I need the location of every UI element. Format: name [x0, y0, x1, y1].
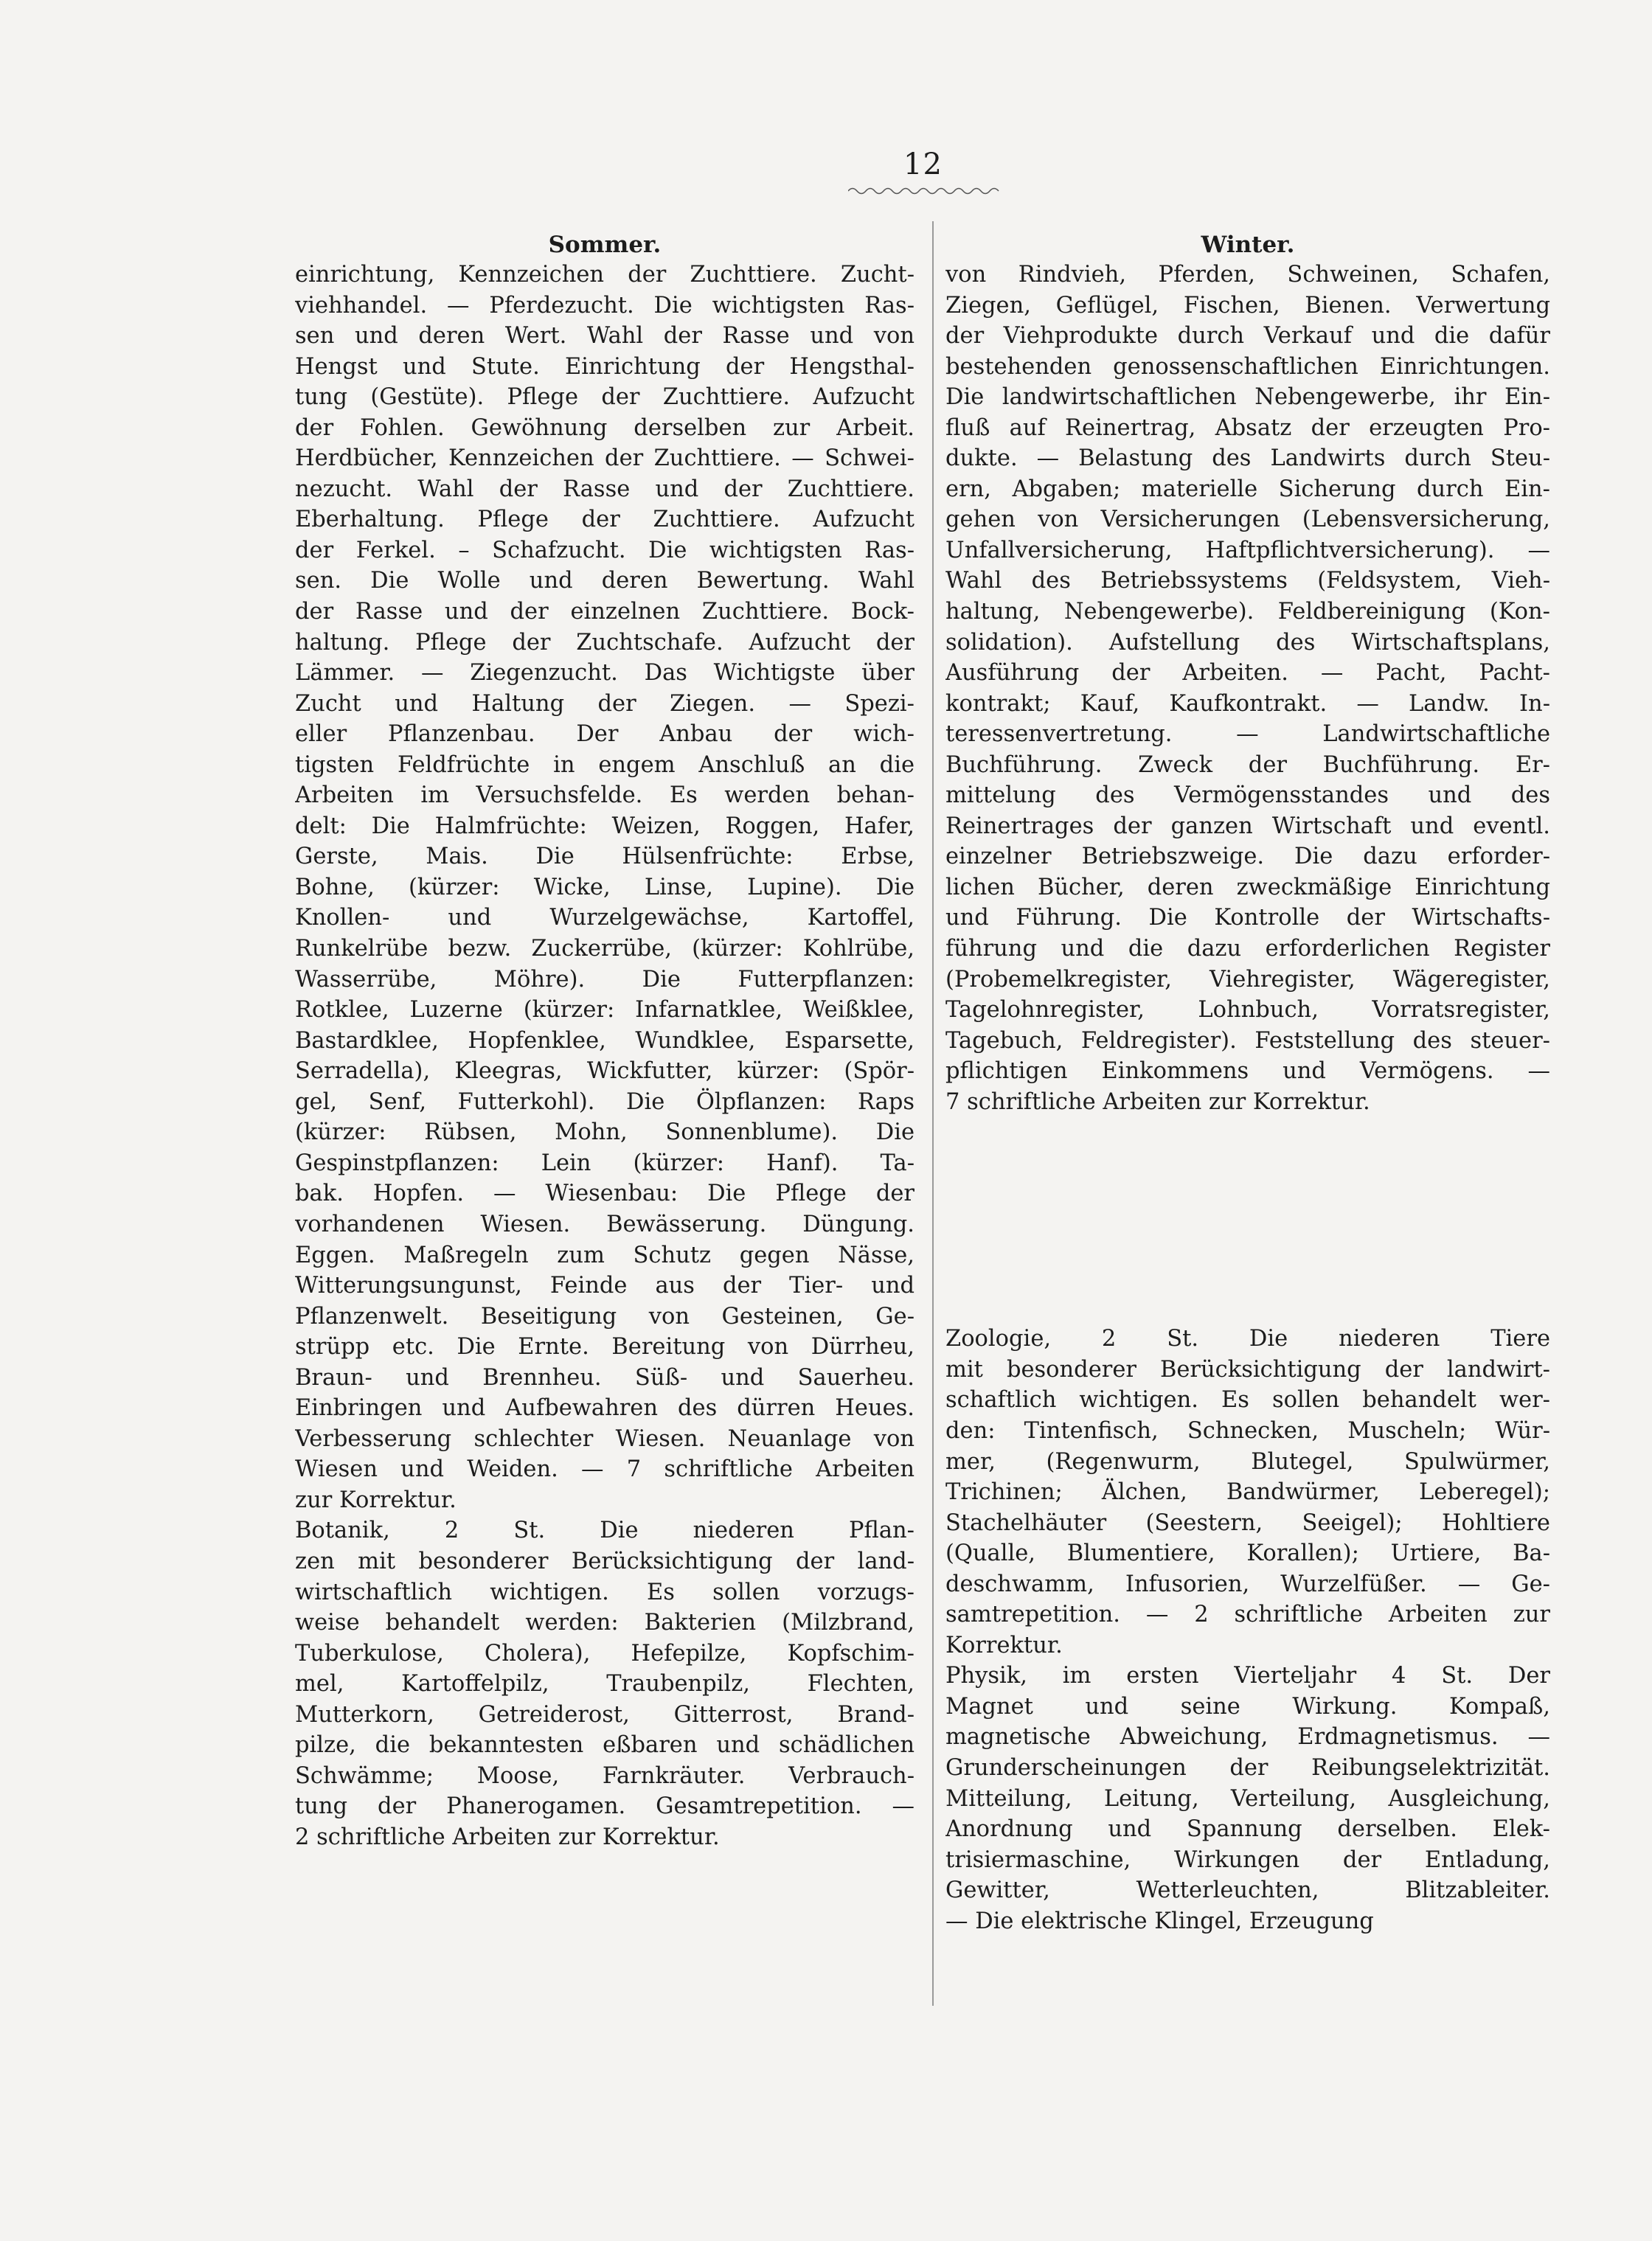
- winter-text-economics: [945, 260, 1550, 1117]
- text-line: Zoologie, 2 St. Die niederen Tiere: [945, 1326, 1550, 1352]
- text-line: dukte. — Belastung des Landwirts durch Steu-: [945, 445, 1550, 472]
- text-line: Tuberkulose, Cholera), Hefepilze, Kopfschim-: [295, 1640, 914, 1667]
- text-line: gehen von Versicherungen (Lebensversicherung,: [945, 507, 1550, 533]
- text-line: Ausführung der Arbeiten. — Pacht, Pacht-: [945, 660, 1550, 687]
- column-winter: [945, 230, 1550, 1936]
- text-line: Physik, im ersten Vierteljahr 4 St. Der: [945, 1663, 1550, 1689]
- text-line: Tagelohnregister, Lohnbuch, Vorratsregister,: [945, 997, 1550, 1024]
- text-line: schaftlich wichtigen. Es sollen behandelt wer-: [945, 1387, 1550, 1414]
- text-line: sen. Die Wolle und deren Bewertung. Wahl: [295, 568, 914, 594]
- text-line: Korrektur.: [945, 1632, 1063, 1658]
- text-line: und Führung. Die Kontrolle der Wirtschafts-: [945, 905, 1550, 931]
- text-line: Knollen- und Wurzelgewächse, Kartoffel,: [295, 905, 914, 931]
- text-line: (Qualle, Blumentiere, Korallen); Urtiere, Ba-: [945, 1540, 1550, 1567]
- text-line: Einbringen und Aufbewahren des dürren Heues.: [295, 1395, 914, 1422]
- text-line: Gerste, Mais. Die Hülsenfrüchte: Erbse,: [295, 844, 914, 870]
- text-line: der Rasse und der einzelnen Zuchttiere. Bock-: [295, 599, 914, 625]
- text-line: deschwamm, Infusorien, Wurzelfüßer. — Ge-: [945, 1571, 1550, 1597]
- text-line: (Probemelkregister, Viehregister, Wägeregister,: [945, 966, 1550, 993]
- text-line: Magnet und seine Wirkung. Kompaß,: [945, 1693, 1550, 1720]
- text-line: Runkelrübe bezw. Zuckerrübe, (kürzer: Kohlrübe,: [295, 936, 914, 962]
- text-line: Rotklee, Luzerne (kürzer: Infarnatklee, Weißklee,: [295, 997, 914, 1024]
- text-line: Die landwirtschaftlichen Nebengewerbe, ihr Ein-: [945, 384, 1550, 411]
- text-line: Botanik, 2 St. Die niederen Pflan-: [295, 1518, 914, 1544]
- text-line: kontrakt; Kauf, Kaufkontrakt. — Landw. In-: [945, 690, 1550, 717]
- text-line: von Rindvieh, Pferden, Schweinen, Schafen,: [945, 262, 1550, 288]
- text-line: eller Pflanzenbau. Der Anbau der wich-: [295, 721, 914, 748]
- text-line: Gespinstpflanzen: Lein (kürzer: Hanf). Ta-: [295, 1150, 914, 1176]
- text-line: Lämmer. — Ziegenzucht. Das Wichtigste über: [295, 660, 914, 687]
- text-line: weise behandelt werden: Bakterien (Milzbrand,: [295, 1610, 914, 1636]
- text-line: der Viehprodukte durch Verkauf und die dafür: [945, 323, 1550, 350]
- text-line: einrichtung, Kennzeichen der Zuchttiere. Zucht-: [295, 262, 914, 288]
- text-line: Grunderscheinungen der Reibungselektrizität.: [945, 1754, 1550, 1781]
- text-line: magnetische Abweichung, Erdmagnetismus. —: [945, 1724, 1550, 1751]
- text-line: vorhandenen Wiesen. Bewässerung. Düngung.: [295, 1211, 914, 1237]
- text-line: pilze, die bekanntesten eßbaren und schädlichen: [295, 1732, 914, 1759]
- column-divider: [932, 221, 934, 2006]
- text-line: delt: Die Halmfrüchte: Weizen, Roggen, Hafer,: [295, 813, 914, 839]
- text-line: — Die elektrische Klingel, Erzeugung: [945, 1908, 1374, 1934]
- text-line: mit besonderer Berücksichtigung der landwirt-: [945, 1356, 1550, 1383]
- text-line: haltung. Pflege der Zuchtschafe. Aufzucht der: [295, 629, 914, 656]
- text-line: Reinertrages der ganzen Wirtschaft und eventl.: [945, 813, 1550, 839]
- summer-text: [295, 260, 914, 1852]
- text-line: bestehenden genossenschaftlichen Einrichtungen.: [945, 353, 1550, 380]
- text-line: teressenvertretung. — Landwirtschaftliche: [945, 721, 1550, 748]
- text-line: Anordnung und Spannung derselben. Elek-: [945, 1816, 1550, 1843]
- text-line: gel, Senf, Futterkohl). Die Ölpflanzen: Raps: [295, 1088, 914, 1115]
- text-line: Eggen. Maßregeln zum Schutz gegen Nässe,: [295, 1242, 914, 1268]
- text-line: Wiesen und Weiden. — 7 schriftliche Arbeiten: [295, 1456, 914, 1483]
- text-line: den: Tintenfisch, Schnecken, Muscheln; Wür-: [945, 1417, 1550, 1444]
- text-line: tung der Phanerogamen. Gesamtrepetition. —: [295, 1793, 914, 1820]
- text-line: Trichinen; Älchen, Bandwürmer, Leberegel);: [945, 1479, 1550, 1506]
- text-line: Zucht und Haltung der Ziegen. — Spezi-: [295, 690, 914, 717]
- text-line: der Fohlen. Gewöhnung derselben zur Arbeit.: [295, 414, 914, 441]
- text-line: der Ferkel. – Schafzucht. Die wichtigsten Ras-: [295, 537, 914, 563]
- text-line: (kürzer: Rübsen, Mohn, Sonnenblume). Die: [295, 1119, 914, 1146]
- text-line: mittelung des Vermögensstandes und des: [945, 782, 1550, 809]
- text-line: solidation). Aufstellung des Wirtschaftsplans,: [945, 629, 1550, 656]
- text-line: haltung, Nebengewerbe). Feldbereinigung (Kon-: [945, 599, 1550, 625]
- text-line: Mitteilung, Leitung, Verteilung, Ausgleichung,: [945, 1785, 1550, 1812]
- text-line: Bohne, (kürzer: Wicke, Linse, Lupine). Die: [295, 874, 914, 900]
- text-line: trisiermaschine, Wirkungen der Entladung,: [945, 1846, 1550, 1873]
- text-line: 2 schriftliche Arbeiten zur Korrektur.: [295, 1824, 720, 1850]
- text-line: Herdbücher, Kennzeichen der Zuchttiere. — Schwei-: [295, 445, 914, 472]
- text-line: mel, Kartoffelpilz, Traubenpilz, Flechten,: [295, 1671, 914, 1698]
- text-line: Pflanzenwelt. Beseitigung von Gesteinen, Ge-: [295, 1303, 914, 1330]
- text-line: Stachelhäuter (Seestern, Seeigel); Hohltiere: [945, 1509, 1550, 1536]
- text-line: Buchführung. Zweck der Buchführung. Er-: [945, 751, 1550, 778]
- text-line: samtrepetition. — 2 schriftliche Arbeiten zur: [945, 1602, 1550, 1628]
- text-line: Witterungsungunst, Feinde aus der Tier- und: [295, 1273, 914, 1299]
- text-line: bak. Hopfen. — Wiesenbau: Die Pflege der: [295, 1181, 914, 1207]
- text-line: fluß auf Reinertrag, Absatz der erzeugten Pro-: [945, 414, 1550, 441]
- text-line: Arbeiten im Versuchsfelde. Es werden behan-: [295, 782, 914, 809]
- text-line: Serradella), Kleegras, Wickfutter, kürzer: (Spör-: [295, 1058, 914, 1085]
- text-line: Ziegen, Geflügel, Fischen, Bienen. Verwertung: [945, 292, 1550, 319]
- column-heading-winter: Winter.: [1201, 232, 1295, 258]
- text-line: viehhandel. — Pferdezucht. Die wichtigsten Ras-: [295, 292, 914, 319]
- column-gap: [945, 1117, 1550, 1324]
- text-line: Unfallversicherung, Haftpflichtversicherung). —: [945, 537, 1550, 563]
- text-line: tigsten Feldfrüchte in engem Anschluß an die: [295, 751, 914, 778]
- column-summer: [295, 230, 914, 1852]
- text-line: nezucht. Wahl der Rasse und der Zuchttiere.: [295, 476, 914, 502]
- text-line: tung (Gestüte). Pflege der Zuchttiere. Aufzucht: [295, 384, 914, 411]
- text-line: sen und deren Wert. Wahl der Rasse und von: [295, 323, 914, 350]
- text-line: Mutterkorn, Getreiderost, Gitterrost, Brand-: [295, 1701, 914, 1728]
- text-line: Verbesserung schlechter Wiesen. Neuanlage von: [295, 1425, 914, 1452]
- text-line: Hengst und Stute. Einrichtung der Hengsthal-: [295, 353, 914, 380]
- text-line: Bastardklee, Hopfenklee, Wundklee, Esparsette,: [295, 1027, 914, 1054]
- text-line: mer, (Regenwurm, Blutegel, Spulwürmer,: [945, 1448, 1550, 1475]
- text-line: lichen Bücher, deren zweckmäßige Einrichtung: [945, 874, 1550, 900]
- page-number: 12: [903, 147, 943, 181]
- text-line: Braun- und Brennheu. Süß- und Sauerheu.: [295, 1364, 914, 1391]
- text-line: Schwämme; Moose, Farnkräuter. Verbrauch-: [295, 1762, 914, 1789]
- text-line: Gewitter, Wetterleuchten, Blitzableiter.: [945, 1877, 1550, 1904]
- text-line: strüpp etc. Die Ernte. Bereitung von Dürrheu,: [295, 1334, 914, 1361]
- text-line: pflichtigen Einkommens und Vermögens. —: [945, 1058, 1550, 1085]
- text-line: 7 schriftliche Arbeiten zur Korrektur.: [945, 1088, 1370, 1115]
- text-line: wirtschaftlich wichtigen. Es sollen vorzugs-: [295, 1579, 914, 1605]
- text-line: Eberhaltung. Pflege der Zuchttiere. Aufzucht: [295, 507, 914, 533]
- text-line: Wasserrübe, Möhre). Die Futterpflanzen:: [295, 966, 914, 993]
- winter-text-zoology-physics: [945, 1324, 1550, 1936]
- text-line: Tagebuch, Feldregister). Feststellung des steuer-: [945, 1027, 1550, 1054]
- page-ornament: [848, 186, 1003, 196]
- text-line: ern, Abgaben; materielle Sicherung durch Ein-: [945, 476, 1550, 502]
- text-line: einzelner Betriebszweige. Die dazu erforder-: [945, 844, 1550, 870]
- text-line: zen mit besonderer Berücksichtigung der land-: [295, 1548, 914, 1574]
- text-line: Wahl des Betriebssystems (Feldsystem, Vieh-: [945, 568, 1550, 594]
- text-line: führung und die dazu erforderlichen Register: [945, 936, 1550, 962]
- text-line: zur Korrektur.: [295, 1487, 457, 1513]
- column-heading-summer: Sommer.: [548, 232, 662, 258]
